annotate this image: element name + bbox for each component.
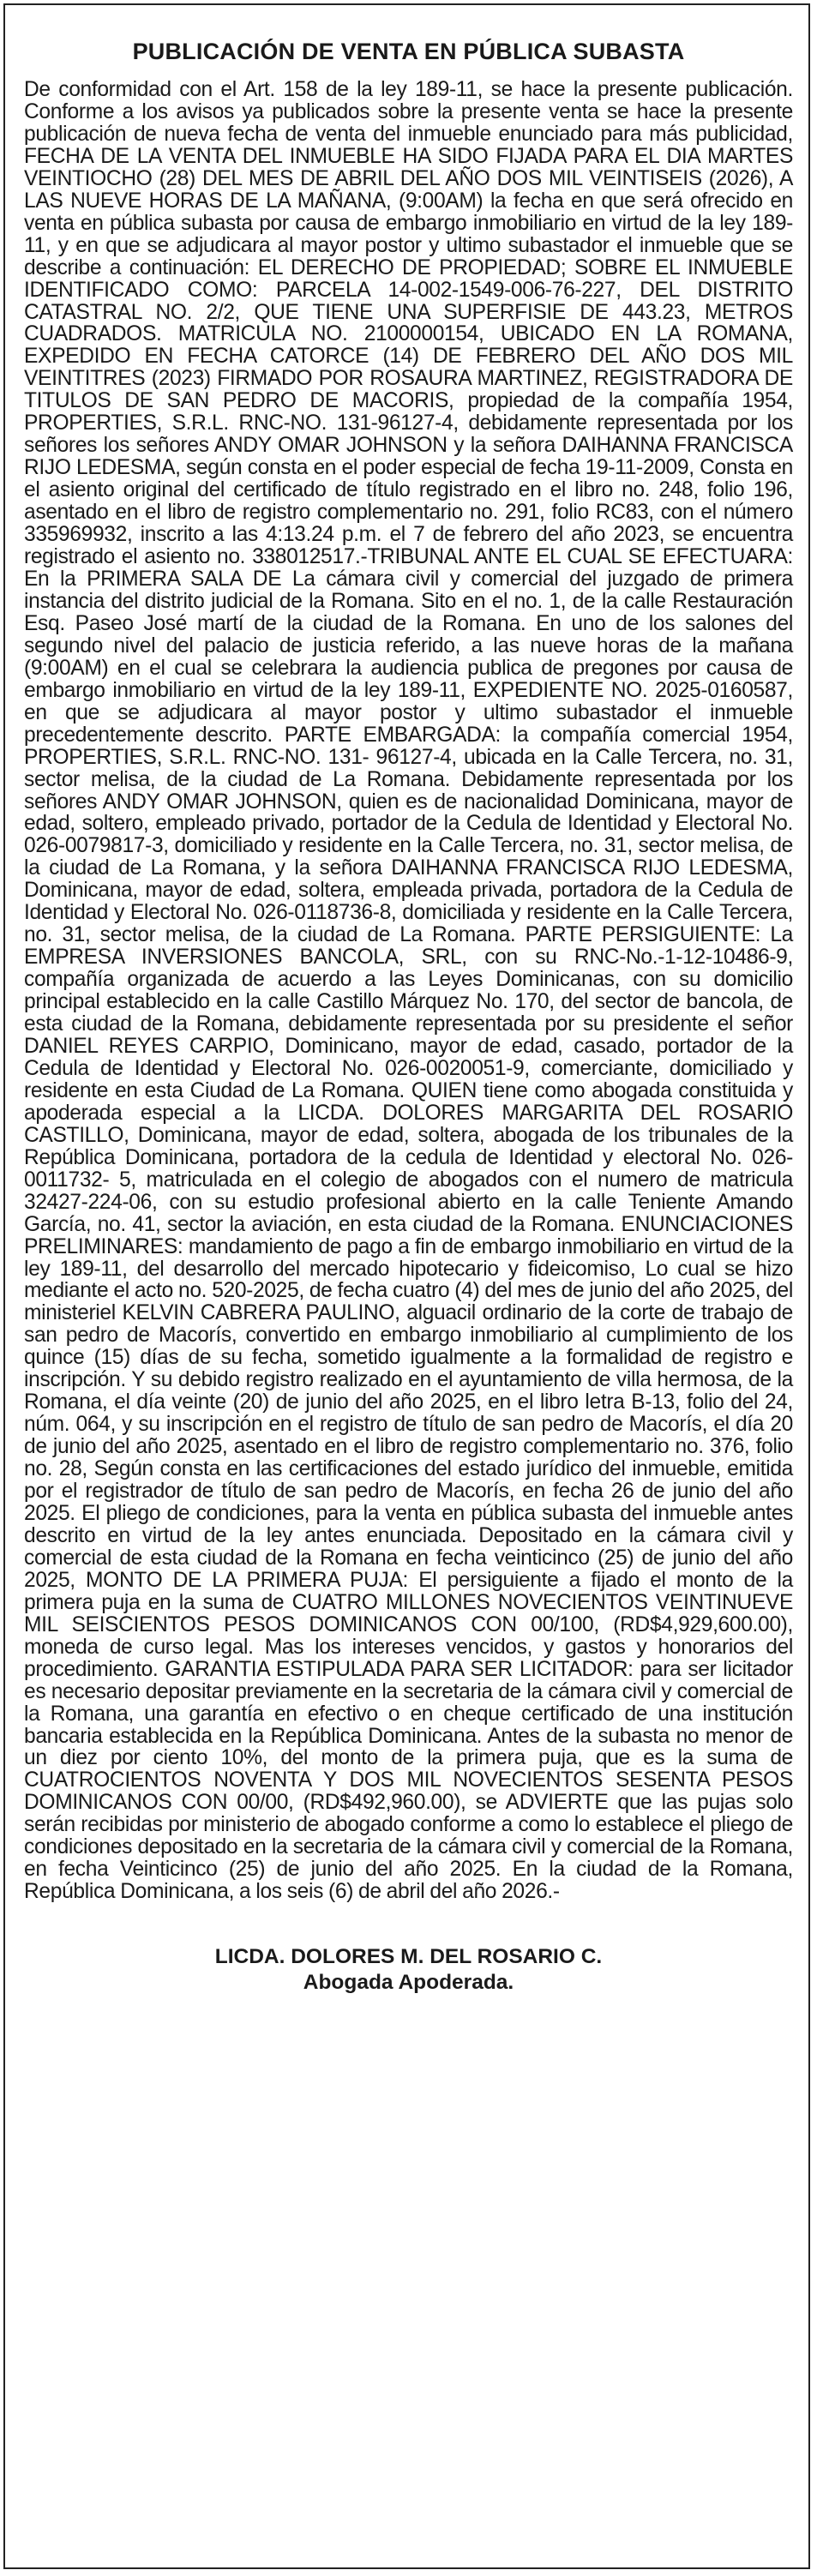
notice-title: PUBLICACIÓN DE VENTA EN PÚBLICA SUBASTA	[132, 39, 685, 64]
notice-body: De conformidad con el Art. 158 de la ley 189-11, se hace la presente publicación. Conforme a los avisos ya publicados sobre la presente venta se hace la presente publicación de nueva fecha de venta del inmueble enunciado para más publicidad, FECHA DE LA VENTA DEL INMUEBLE HA SIDO FIJADA PARA EL DIA MARTES VEINTIOCHO (28) DEL MES DE ABRIL DEL AÑO DOS MIL VEINTISEIS (2026), A LAS NUEVE HORAS DE LA MAÑANA, (9:00AM) la fecha en que será ofrecido en venta en pública subasta por causa de embargo inmobiliario en virtud de la ley 189-11, y en que se adjudicara al mayor postor y ultimo subastador el inmueble que se describe a continuación: EL DERECHO DE PROPIEDAD; SOBRE EL INMUEBLE IDENTIFICADO COMO: PARCELA 14-002-1549-006-76-227, DEL DISTRITO CATASTRAL NO. 2/2, QUE TIENE UNA SUPERFISIE DE 443.23, METROS CUADRADOS. MATRICULA NO. 2100000154, UBICADO EN LA ROMANA, EXPEDIDO EN FECHA CATORCE (14) DE FEBRERO DEL AÑO DOS MIL VEINTITRES (2023) FIRMADO POR ROSAURA MARTINEZ, REGISTRADORA DE TITULOS DE SAN PEDRO DE MACORIS, propiedad de la compañía 1954, PROPERTIES, S.R.L. RNC-NO. 131-96127-4, debidamente representada por los señores los señores ANDY OMAR JOHNSON y la señora DAIHANNA FRANCISCA RIJO LEDESMA, según consta en el poder especial de fecha 19-11-2009, Consta en el asiento original del certificado de título registrado en el libro no. 248, folio 196, asentado en el libro de registro complementario no. 291, folio RC83, con el número 335969932, inscrito a las 4:13.24 p.m. el 7 de febrero del año 2023, se encuentra registrado el asiento no. 338012517.-TRIBUNAL ANTE EL CUAL SE EFECTUARA: En la PRIMERA SALA DE La cámara civil y comercial del juzgado de primera instancia del distrito judicial de la Romana. Sito en el no. 1, de la calle Restauración Esq. Paseo José martí de la ciudad de la Romana. En uno de los salones del segundo nivel del palacio de justicia referido, a las nueve horas de la mañana (9:00AM) en el cual se celebrara la audiencia publica de pregones por causa de embargo inmobiliario en virtud de la ley 189-11, EXPEDIENTE NO. 2025-0160587, en que se adjudicara al mayor postor y ultimo subastador el inmueble precedentemente descrito. PARTE EMBARGADA: la compañía comercial 1954, PROPERTIES, S.R.L. RNC-NO. 131- 96127-4, ubicada en la Calle Tercera, no. 31, sector melisa, de la ciudad de La Romana. Debidamente representada por los señores ANDY OMAR JOHNSON, quien es de nacionalidad Dominicana, mayor de edad, soltero, empleado privado, portador de la Cedula de Identidad y Electoral No. 026-0079817-3, domiciliado y residente en la Calle Tercera, no. 31, sector melisa, de la ciudad de La Romana, y la señora DAIHANNA FRANCISCA RIJO LEDESMA, Dominicana, mayor de edad, soltera, empleada privada, portadora de la Cedula de Identidad y Electoral No. 026-0118736-8, domiciliada y residente en la Calle Tercera, no. 31, sector melisa, de la ciudad de La Romana. PARTE PERSIGUIENTE: La EMPRESA INVERSIONES BANCOLA, SRL, con su RNC-No.-1-12-10486-9, compañía organizada de acuerdo a las Leyes Dominicanas, con su domicilio principal establecido en la calle Castillo Márquez No. 170, del sector de bancola, de esta ciudad de la Romana, debidamente representada por su presidente el señor DANIEL REYES CARPIO, Dominicano, mayor de edad, casado, portador de la Cedula de Identidad y Electoral No. 026-0020051-9, comerciante, domiciliado y residente en esta Ciudad de La Romana. QUIEN tiene como abogada constituida y apoderada especial a la LICDA. DOLORES MARGARITA DEL ROSARIO CASTILLO, Dominicana, mayor de edad, soltera, abogada de los tribunales de la República Dominicana, portadora de la cedula de Identidad y electoral No. 026-0011732- 5, matriculada en el colegio de abogados con el numero de matricula 32427-224-06, con su estudio profesional abierto en la calle Teniente Amando García, no. 41, sector la aviación, en esta ciudad de la Romana. ENUNCIACIONES PRELIMINARES: mandamiento de pago a fin de embargo inmobiliario en virtud de la ley 189-11, del desarrollo del mercado hipotecario y fideicomiso, Lo cual se hizo mediante el acto no. 520-2025, de fecha cuatro (4) del mes de junio del año 2025, del ministeriel KELVIN CABRERA PAULINO, alguacil ordinario de la corte de trabajo de san pedro de Macorís, convertido en embargo inmobiliario al cumplimiento de los quince (15) días de su fecha, sometido igualmente a la formalidad de registro e inscripción. Y su debido registro realizado en el ayuntamiento de villa hermosa, de la Romana, el día veinte (20) de junio del año 2025, en el libro letra B-13, folio del 24, núm. 064, y su inscripción en el registro de título de san pedro de Macorís, el día 20 de junio del año 2025, asentado en el libro de registro complementario no. 376, folio no. 28, Según consta en las certificaciones del estado jurídico del inmueble, emitida por el registrador de título de san pedro de Macorís, en fecha 26 de junio del año 2025. El pliego de condiciones, para la venta en pública subasta del inmueble antes descrito en virtud de la ley antes enunciada. Depositado en la cámara civil y comercial de esta ciudad de la Romana en fecha veinticinco (25) de junio del año 2025, MONTO DE LA PRIMERA PUJA: El persiguiente a fijado el monto de la primera puja en la suma de CUATRO MILLONES NOVECIENTOS VEINTINUEVE MIL SEISCIENTOS PESOS DOMINICANOS CON 00/100, (RD$4,929,600.00), moneda de curso legal. Mas los intereses vencidos, y gastos y honorarios del procedimiento. GARANTIA ESTIPULADA PARA SER LICITADOR: para ser licitador es necesario depositar previamente en la secretaria de la cámara civil y comercial de la Romana, una garantía en efectivo o en cheque certificado de una institución bancaria establecida en la República Dominicana. Antes de la subasta no menor de un diez por ciento 10%, del monto de la primera puja, que es la suma de CUATROCIENTOS NOVENTA Y DOS MIL NOVECIENTOS SESENTA PESOS DOMINICANOS CON 00/00, (RD$492,960.00), se ADVIERTE que las pujas solo serán recibidas por ministerio de abogado conforme a como lo establece el pliego de condiciones depositado en la secretaria de la cámara civil y comercial de la Romana, en fecha Veinticinco (25) de junio del año 2025. En la ciudad de la Romana, República Dominicana, a los seis (6) de abril del año 2026.-	[24, 78, 793, 1904]
legal-notice	[24, 36, 793, 1996]
signature-role: Abogada Apoderada.	[303, 1971, 514, 1995]
signature-name: LICDA. DOLORES M. DEL ROSARIO C.	[214, 1945, 603, 1969]
signature-block	[24, 1944, 793, 1996]
